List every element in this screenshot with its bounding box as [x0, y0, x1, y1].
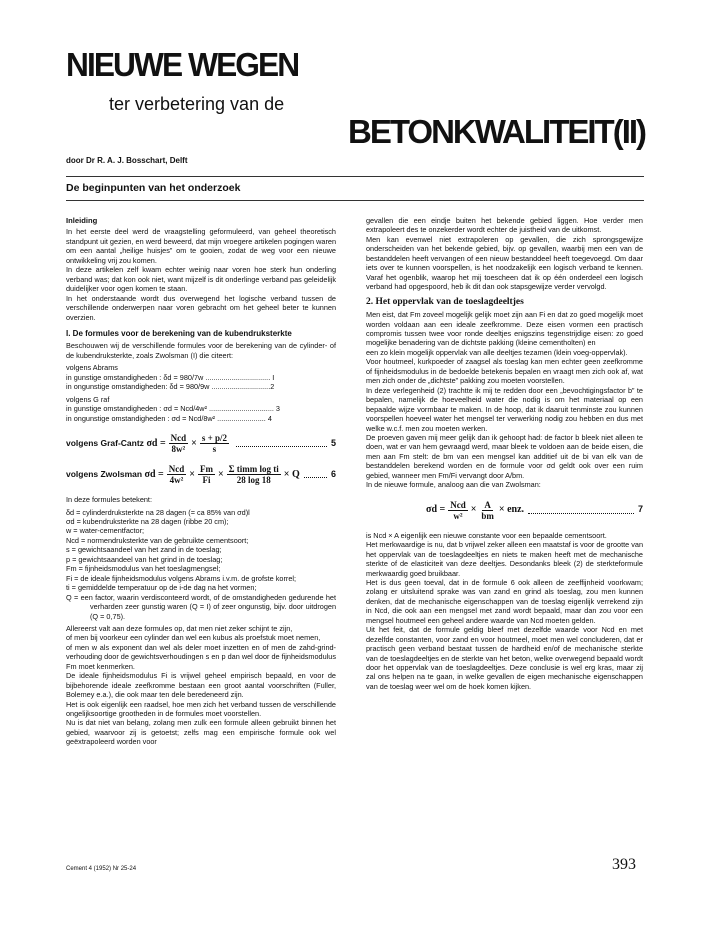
paragraph: In deze formules betekent: [66, 495, 152, 505]
paragraph: of men w als exponent dan wel als deler moet inzetten en of men de zahd-grind-verhouding door de gewichtsverhoudingen s en p dan wel door de fijnheidsmodulus Fm moet kenmerken. [66, 642, 336, 671]
paragraph: In de nieuwe formule, analoog aan die van Zwolsman: [366, 480, 541, 490]
article-subtitle: De beginpunten van het onderzoek [66, 182, 241, 194]
paragraph: Nu is dat niet van belang, zolang men zulk een formule alleen gebruikt binnen het gebied, waarvoor zij is getoetst; zelfs mag een empirische formule ook wel geëxtrapoleerd worden voor [66, 718, 336, 747]
paragraph: In het onderstaande wordt dus overwegend het logische verband tussen de verschillende onderwerpen naar voren gebracht om het geheel beter te kunnen overzien. [66, 293, 336, 322]
graf-label: volgens G raf [66, 394, 110, 404]
definition: Q = een factor, waarin verdisconteerd wordt, of de omstandigheden gedurende het verharden zeer gunstig waren (Q = I) of zeer ongunstig, bijv. door uitdrogen (Q = 0,75). [66, 592, 336, 621]
paragraph: De ideale fijnheidsmodulus Fi is vrijwel geheel empirisch bepaald, en voor de bijbehorende ideale zeefkromme bestaan een groot aantal voorschriften (Fuller, Bolemey e.a.), die ook maar ten dele beredeneerd zijn. [66, 671, 336, 700]
definition: Ncd = normendruksterkte van de gebruikte cementsoort; [66, 535, 249, 545]
paragraph: gevallen die een eindje buiten het bekende gebied liggen. Hoe verder men extrapoleert des te onzekerder wordt echter de juistheid van de uitkomst. [366, 216, 643, 235]
formula-2: in ongunstige omstandigheden: δd = 980/9w .............................2 [66, 382, 275, 392]
paragraph: Allereerst valt aan deze formules op, dat men niet zeker schijnt te zijn, [66, 623, 293, 633]
paragraph: Het is ook eigenlijk een raadsel, hoe men zich het verband tussen de verschillende ongelijksoortige grootheden in de formules moet voorstellen. [66, 699, 336, 719]
heading-inleiding: Inleiding [66, 216, 98, 225]
paragraph: Beschouwen wij de verschillende formules voor de berekening van de cylinder- of de kubendruksterkte, zoals Zwolsman (I) die citeert: [66, 341, 336, 360]
paragraph: is Ncd × A eigenlijk een nieuwe constante voor een bepaalde cementsoort. [366, 530, 607, 540]
definition: σd = kubendruksterkte na 28 dagen (ribbe 20 cm); [66, 516, 229, 526]
divider-bottom [66, 200, 644, 201]
title-sub: ter verbetering van de [109, 94, 285, 114]
definition: ti = gemiddelde temperatuur op de i-de dag na het vormen; [66, 583, 257, 593]
paragraph: Het is dus geen toeval, dat in de formule 6 ook alleen de zeeffijnheid voorkwam; zolang er uitsluitend sprake was van zand en grind als toeslag, zou men kunnen denken, dat de mechanische eigenschappen van de toeslag eigenlijk verrekend zijn in Ncd, die ook aan een mengsel met zand wordt bepaald, maar dan zou voor een mengsel houtmeel een geheel andere waarde van Ncd moeten gelden. [366, 577, 643, 625]
paragraph: De proeven gaven mij meer gelijk dan ik gehoopt had: de factor b bleek niet alleen te doen, wat er van hem gevraagd werd, maar bleek te voldoen aan de beide eisen, die men aan Fm stelt: de bm van een mengsel kan additief uit de bi van elk van de bestanddelen berekend worden en de formule voor σd geldt ook over een ruim gebied, wanneer men Fm/Fi vervangt door A/bm. [366, 432, 643, 480]
byline: door Dr R. A. J. Bosschart, Delft [66, 156, 188, 165]
abrams-label: volgens Abrams [66, 363, 118, 373]
paragraph: Uit het feit, dat de formule geldig bleef met dezelfde waarde voor Ncd en met dezelfde constanten, voor zand en voor houtmeel, moet men wel concluderen, dat er practisch geen verband bestaat tussen de hardheid en/of de mechanische sterkte van de toeslagdeeltjes en de sterkte van het beton, welke overwegend bepaald wordt door het oppervlak van de toeslagdeeltjes. Deze conclusie is wel erg kras, maar zij zal ons helpen na te gaan, in welke gevallen de eigen mechanische eigenschappen van de toeslag weer wel om de hoek komen kijken. [366, 625, 643, 691]
formula-3: in gunstige omstandigheden : σd = Ncd/4w² ................................ 3 [66, 404, 280, 414]
formula-4: in ongunstige omstandigheden : σd = Ncd/8w² ........................ 4 [66, 413, 272, 423]
paragraph: In het eerste deel werd de vraagstelling geformuleerd, van geheel theoretisch standpunt uit gezien, en werd beweerd, dat mijn vroegere artikelen pogingen waren om een aantal „heilige huisjes” om te gooien, zodat de weg voor een nieuwe ontwikkeling vrij zou komen. [66, 227, 336, 265]
formula-7: σd = $\frac{\text{Ncd}}{\text{w²}}$ × $\frac{A}{bm}$ × enz. 7 [426, 499, 643, 521]
definition: w = water-cementfactor; [66, 526, 145, 536]
formula-1: in gunstige omstandigheden : δd = 980/7w ................................ I [66, 372, 275, 382]
left-column [66, 216, 336, 747]
paragraph: Men eist, dat Fm zoveel mogelijk gelijk moet zijn aan Fi en dat zo goed mogelijk moet worden voldaan aan een ideale zeefkromme. Deze eisen vormen een practisch compromis tussen twee voor ronde deeltjes enigszins tegenstrijdige eisen: zo goed mogelijke benadering van de dichtste pakking (kleine cementholten) en [366, 310, 643, 348]
paragraph: of men bij voorkeur een cylinder dan wel een kubus als proefstuk moet nemen, [66, 633, 321, 643]
paragraph: Voor houtmeel, kurkpoeder of zaagsel als toeslag kan men echter geen zeefkromme of fijnheidsmodulus in de bedoelde betekenis bepalen en vraagt men zich ook af, wat men zich onder de „dichtste” pakking zou moeten voorstellen. [366, 357, 643, 386]
formula-6: volgens Zwolsman σd = $\frac{\text{Ncd}}{\text{4w²}}$ × $\frac{Fm}{Fi}$ × $\frac{\text{Σ timm log ti}}{28 \log 18}$ × Q 6 [66, 464, 336, 486]
title-main: NIEUWE WEGEN [66, 46, 299, 83]
title-betonkwaliteit: BETONKWALITEIT(II) [348, 113, 646, 150]
page-number: 393 [612, 856, 636, 873]
footer-source: Cement 4 (1952) Nr 25-24 [66, 866, 137, 872]
definition: δd = cylinderdruksterkte na 28 dagen (= ca 85% van σd)l [66, 507, 250, 517]
definition: s = gewichtsaandeel van het zand in de toeslag; [66, 545, 222, 555]
definition: Fi = de ideale fijnheidsmodulus volgens Abrams i.v.m. de grofste korrel; [66, 573, 297, 583]
definition: p = gewichtsaandeel van het grind in de toeslag; [66, 554, 223, 564]
definition: Fm = fijnheidsmodulus van het toeslagmengsel; [66, 564, 221, 574]
paragraph: een zo klein mogelijk oppervlak van alle deeltjes tezamen (klein voeg-oppervlak). [366, 347, 628, 357]
paragraph: Het merkwaardige is nu, dat b vrijwel zeker alleen een maatstaf is voor de grootte van het oppervlak van de toeslagdeeltjes en niets te maken heeft met de mechanische sterkte of de elasticiteit van deze deeltjes. Desondanks bleek (2) de sterkteformule merkwaardig goed bruikbaar. [366, 540, 644, 578]
heading-section-1: I. De formules voor de berekening van de kubendruksterkte [66, 328, 292, 338]
paragraph: In deze artikelen zelf kwam echter weinig naar voren hoe sterk hun onderling verband was; dat kon ook niet, want mijzelf is dit onderlinge verband pas geleidelijk duidelijker voor ogen komen te staan. [66, 265, 336, 294]
right-column [366, 216, 643, 691]
heading-section-2: 2. Het oppervlak van de toeslagdeeltjes [366, 296, 524, 307]
divider-top [66, 176, 644, 177]
paragraph: Men kan evenwel niet extrapoleren op gevallen, die zich sprongsgewijze onderscheiden van het bekende gebied, bijv. op gevallen, waarbij men een van de bestanddelen heeft vervangen of een nieuw bestanddeel heeft toegevoegd. Om daar iets over te kunnen voorspellen, is het noodzakelijk een logisch verband te kennen. Varaf het ogenblik, waarop het mij toescheen dat ik op één onderdeel een logisch verband had opgespoord, heb ik dit dan ook stapsgewijze verder vervolgd. [366, 234, 643, 292]
formula-5: volgens Graf-Cantz σd = $\frac{\text{Ncd}}{\text{8w²}}$ × $\frac{s + p/2}{s}$ 5 [66, 433, 336, 455]
paragraph: In deze verlegenheid (2) trachtte ik mij te redden door een „bevochtigingsfactor b” te bepalen, namelijk de hoeveelheid water die nodig is om het materiaal op een bepaalde wijze vormbaar te maken. In de hoop, dat ik daaruit tenminste zou kunnen voorspellen hoeveel water het mengsel ter verwerking nodig zou hebben en dus met welke w.c.f. men zou moeten werken. [366, 385, 643, 433]
